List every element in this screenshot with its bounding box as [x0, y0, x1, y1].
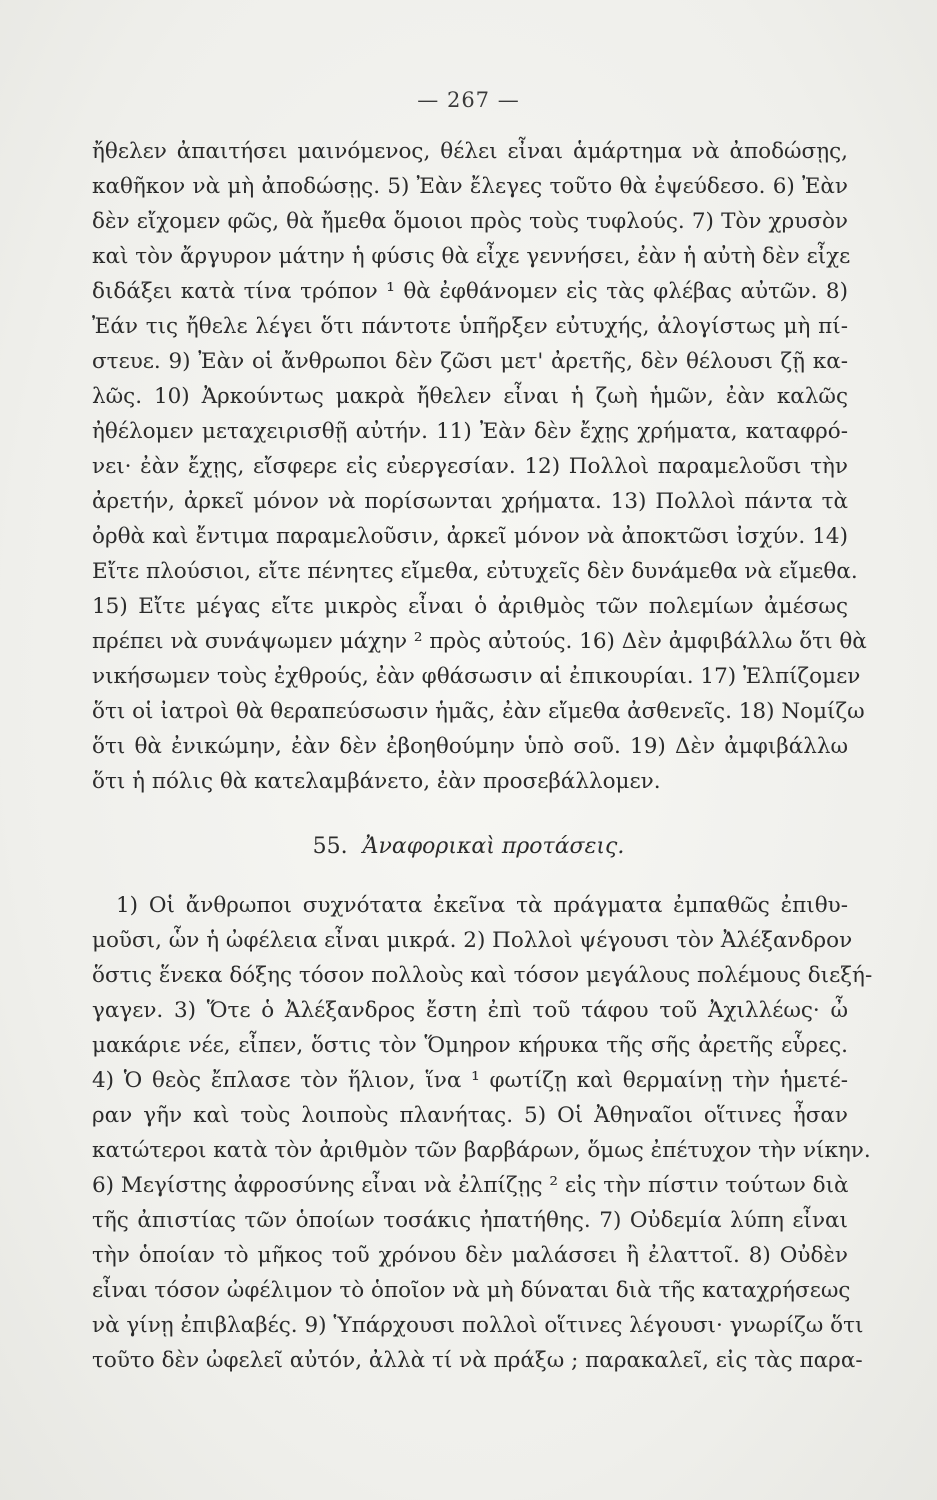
- text-line: τοῦτο δὲν ὠφελεῖ αὐτόν, ἀλλὰ τί νὰ πράξω ; παρακαλεῖ, εἰς τὰς παρα-: [92, 1348, 863, 1373]
- text-line: γαγεν. 3) Ὅτε ὁ Ἀλέξανδρος ἔστη ἐπὶ τοῦ τάφου τοῦ Ἀχιλλέως· ὦ: [92, 998, 848, 1023]
- text-line: διδάξει κατὰ τίνα τρόπον ¹ θὰ ἐφθάνομεν εἰς τὰς φλέβας αὐτῶν. 8): [92, 279, 848, 304]
- text-line: ὅστις ἕνεκα δόξης τόσον πολλοὺς καὶ τόσον μεγάλους πολέμους διεξή-: [92, 963, 873, 988]
- text-line: εἶναι τόσον ὠφέλιμον τὸ ὁποῖον νὰ μὴ δύναται διὰ τῆς καταχρήσεως: [92, 1278, 851, 1303]
- page-number: — 267 —: [417, 88, 520, 112]
- text-line: 4) Ὁ θεὸς ἔπλασε τὸν ἥλιον, ἵνα ¹ φωτίζῃ καὶ θερμαίνῃ τὴν ἡμετέ-: [92, 1068, 848, 1093]
- text-line: λῶς. 10) Ἀρκούντως μακρὰ ἤθελεν εἶναι ἡ ζωὴ ἡμῶν, ἐὰν καλῶς: [92, 384, 848, 409]
- text-line: 6) Μεγίστης ἀφροσύνης εἶναι νὰ ἐλπίζῃς ² εἰς τὴν πίστιν τούτων διὰ: [92, 1173, 849, 1198]
- text-line: κατώτεροι κατὰ τὸν ἀριθμὸν τῶν βαρβάρων, ὅμως ἐπέτυχον τὴν νίκην.: [92, 1138, 871, 1163]
- section-number: 55.: [312, 834, 348, 859]
- text-line: νικήσωμεν τοὺς ἐχθρούς, ἐὰν φθάσωσιν αἱ ἐπικουρίαι. 17) Ἐλπίζομεν: [92, 664, 861, 689]
- text-line: ἤθελεν ἀπαιτήσει μαινόμενος, θέλει εἶναι ἁμάρτημα νὰ ἀποδώσῃς,: [92, 139, 848, 164]
- text-line: 15) Εἴτε μέγας εἴτε μικρὸς εἶναι ὁ ἀριθμὸς τῶν πολεμίων ἀμέσως: [92, 594, 848, 619]
- text-line: δὲν εἴχομεν φῶς, θὰ ἤμεθα ὅμοιοι πρὸς τοὺς τυφλούς. 7) Τὸν χρυσὸν: [92, 209, 848, 234]
- text-line: Εἴτε πλούσιοι, εἴτε πένητες εἴμεθα, εὐτυχεῖς δὲν δυνάμεθα νὰ εἴμεθα.: [92, 559, 858, 584]
- text-line: ἠθέλομεν μεταχειρισθῇ αὐτήν. 11) Ἐὰν δὲν ἔχῃς χρήματα, καταφρό-: [92, 419, 848, 444]
- text-line: καὶ τὸν ἄργυρον μάτην ἡ φύσις θὰ εἶχε γεννήσει, ἐὰν ἡ αὐτὴ δὲν εἶχε: [92, 244, 851, 269]
- section-title: Ἀναφορικαὶ προτάσεις.: [362, 834, 625, 859]
- text-line: τῆς ἀπιστίας τῶν ὁποίων τοσάκις ἠπατήθης. 7) Οὐδεμία λύπη εἶναι: [92, 1208, 848, 1233]
- text-line: καθῆκον νὰ μὴ ἀποδώσῃς. 5) Ἐὰν ἔλεγες τοῦτο θὰ ἐψεύδεσο. 6) Ἐὰν: [92, 174, 848, 199]
- text-line: ὅτι οἱ ἰατροὶ θὰ θεραπεύσωσιν ἡμᾶς, ἐὰν εἴμεθα ἀσθενεῖς. 18) Νομίζω: [92, 699, 865, 724]
- text-line: τὴν ὁποίαν τὸ μῆκος τοῦ χρόνου δὲν μαλάσσει ἢ ἐλαττοῖ. 8) Οὐδὲν: [92, 1243, 848, 1268]
- text-line: στευε. 9) Ἐὰν οἱ ἄνθρωποι δὲν ζῶσι μετ' ἀρετῆς, δὲν θέλουσι ζῇ κα-: [92, 349, 848, 374]
- text-line: μακάριε νέε, εἶπεν, ὅστις τὸν Ὅμηρον κήρυκα τῆς σῆς ἀρετῆς εὗρες.: [92, 1033, 848, 1058]
- section-heading: [0, 834, 937, 859]
- text-line: νὰ γίνῃ ἐπιβλαβές. 9) Ὑπάρχουσι πολλοὶ οἵτινες λέγουσι· γνωρίζω ὅτι: [92, 1313, 864, 1338]
- text-line: ἀρετήν, ἀρκεῖ μόνον νὰ πορίσωνται χρήματα. 13) Πολλοὶ πάντα τὰ: [92, 489, 848, 514]
- text-line: 1) Οἱ ἄνθρωποι συχνότατα ἐκεῖνα τὰ πράγματα ἐμπαθῶς ἐπιθυ-: [116, 893, 848, 918]
- text-line: μοῦσι, ὧν ἡ ὠφέλεια εἶναι μικρά. 2) Πολλοὶ ψέγουσι τὸν Ἀλέξανδρον: [92, 928, 853, 953]
- text-line: ραν γῆν καὶ τοὺς λοιποὺς πλανήτας. 5) Οἱ Ἀθηναῖοι οἵτινες ἦσαν: [92, 1103, 848, 1128]
- text-line: Ἐάν τις ἤθελε λέγει ὅτι πάντοτε ὑπῆρξεν εὐτυχής, ἀλογίστως μὴ πί-: [92, 314, 848, 339]
- text-line: ὅτι θὰ ἐνικώμην, ἐὰν δὲν ἐβοηθούμην ὑπὸ σοῦ. 19) Δὲν ἀμφιβάλλω: [92, 734, 848, 759]
- text-line: ὅτι ἡ πόλις θὰ κατελαμβάνετο, ἐὰν προσεβάλλομεν.: [92, 769, 661, 794]
- text-line: νει· ἐὰν ἔχῃς, εἴσφερε εἰς εὐεργεσίαν. 12) Πολλοὶ παραμελοῦσι τὴν: [92, 454, 848, 479]
- text-line: ὀρθὰ καὶ ἔντιμα παραμελοῦσιν, ἀρκεῖ μόνον νὰ ἀποκτῶσι ἰσχύν. 14): [92, 524, 848, 549]
- text-line: πρέπει νὰ συνάψωμεν μάχην ² πρὸς αὐτούς. 16) Δὲν ἀμφιβάλλω ὅτι θὰ: [92, 629, 867, 654]
